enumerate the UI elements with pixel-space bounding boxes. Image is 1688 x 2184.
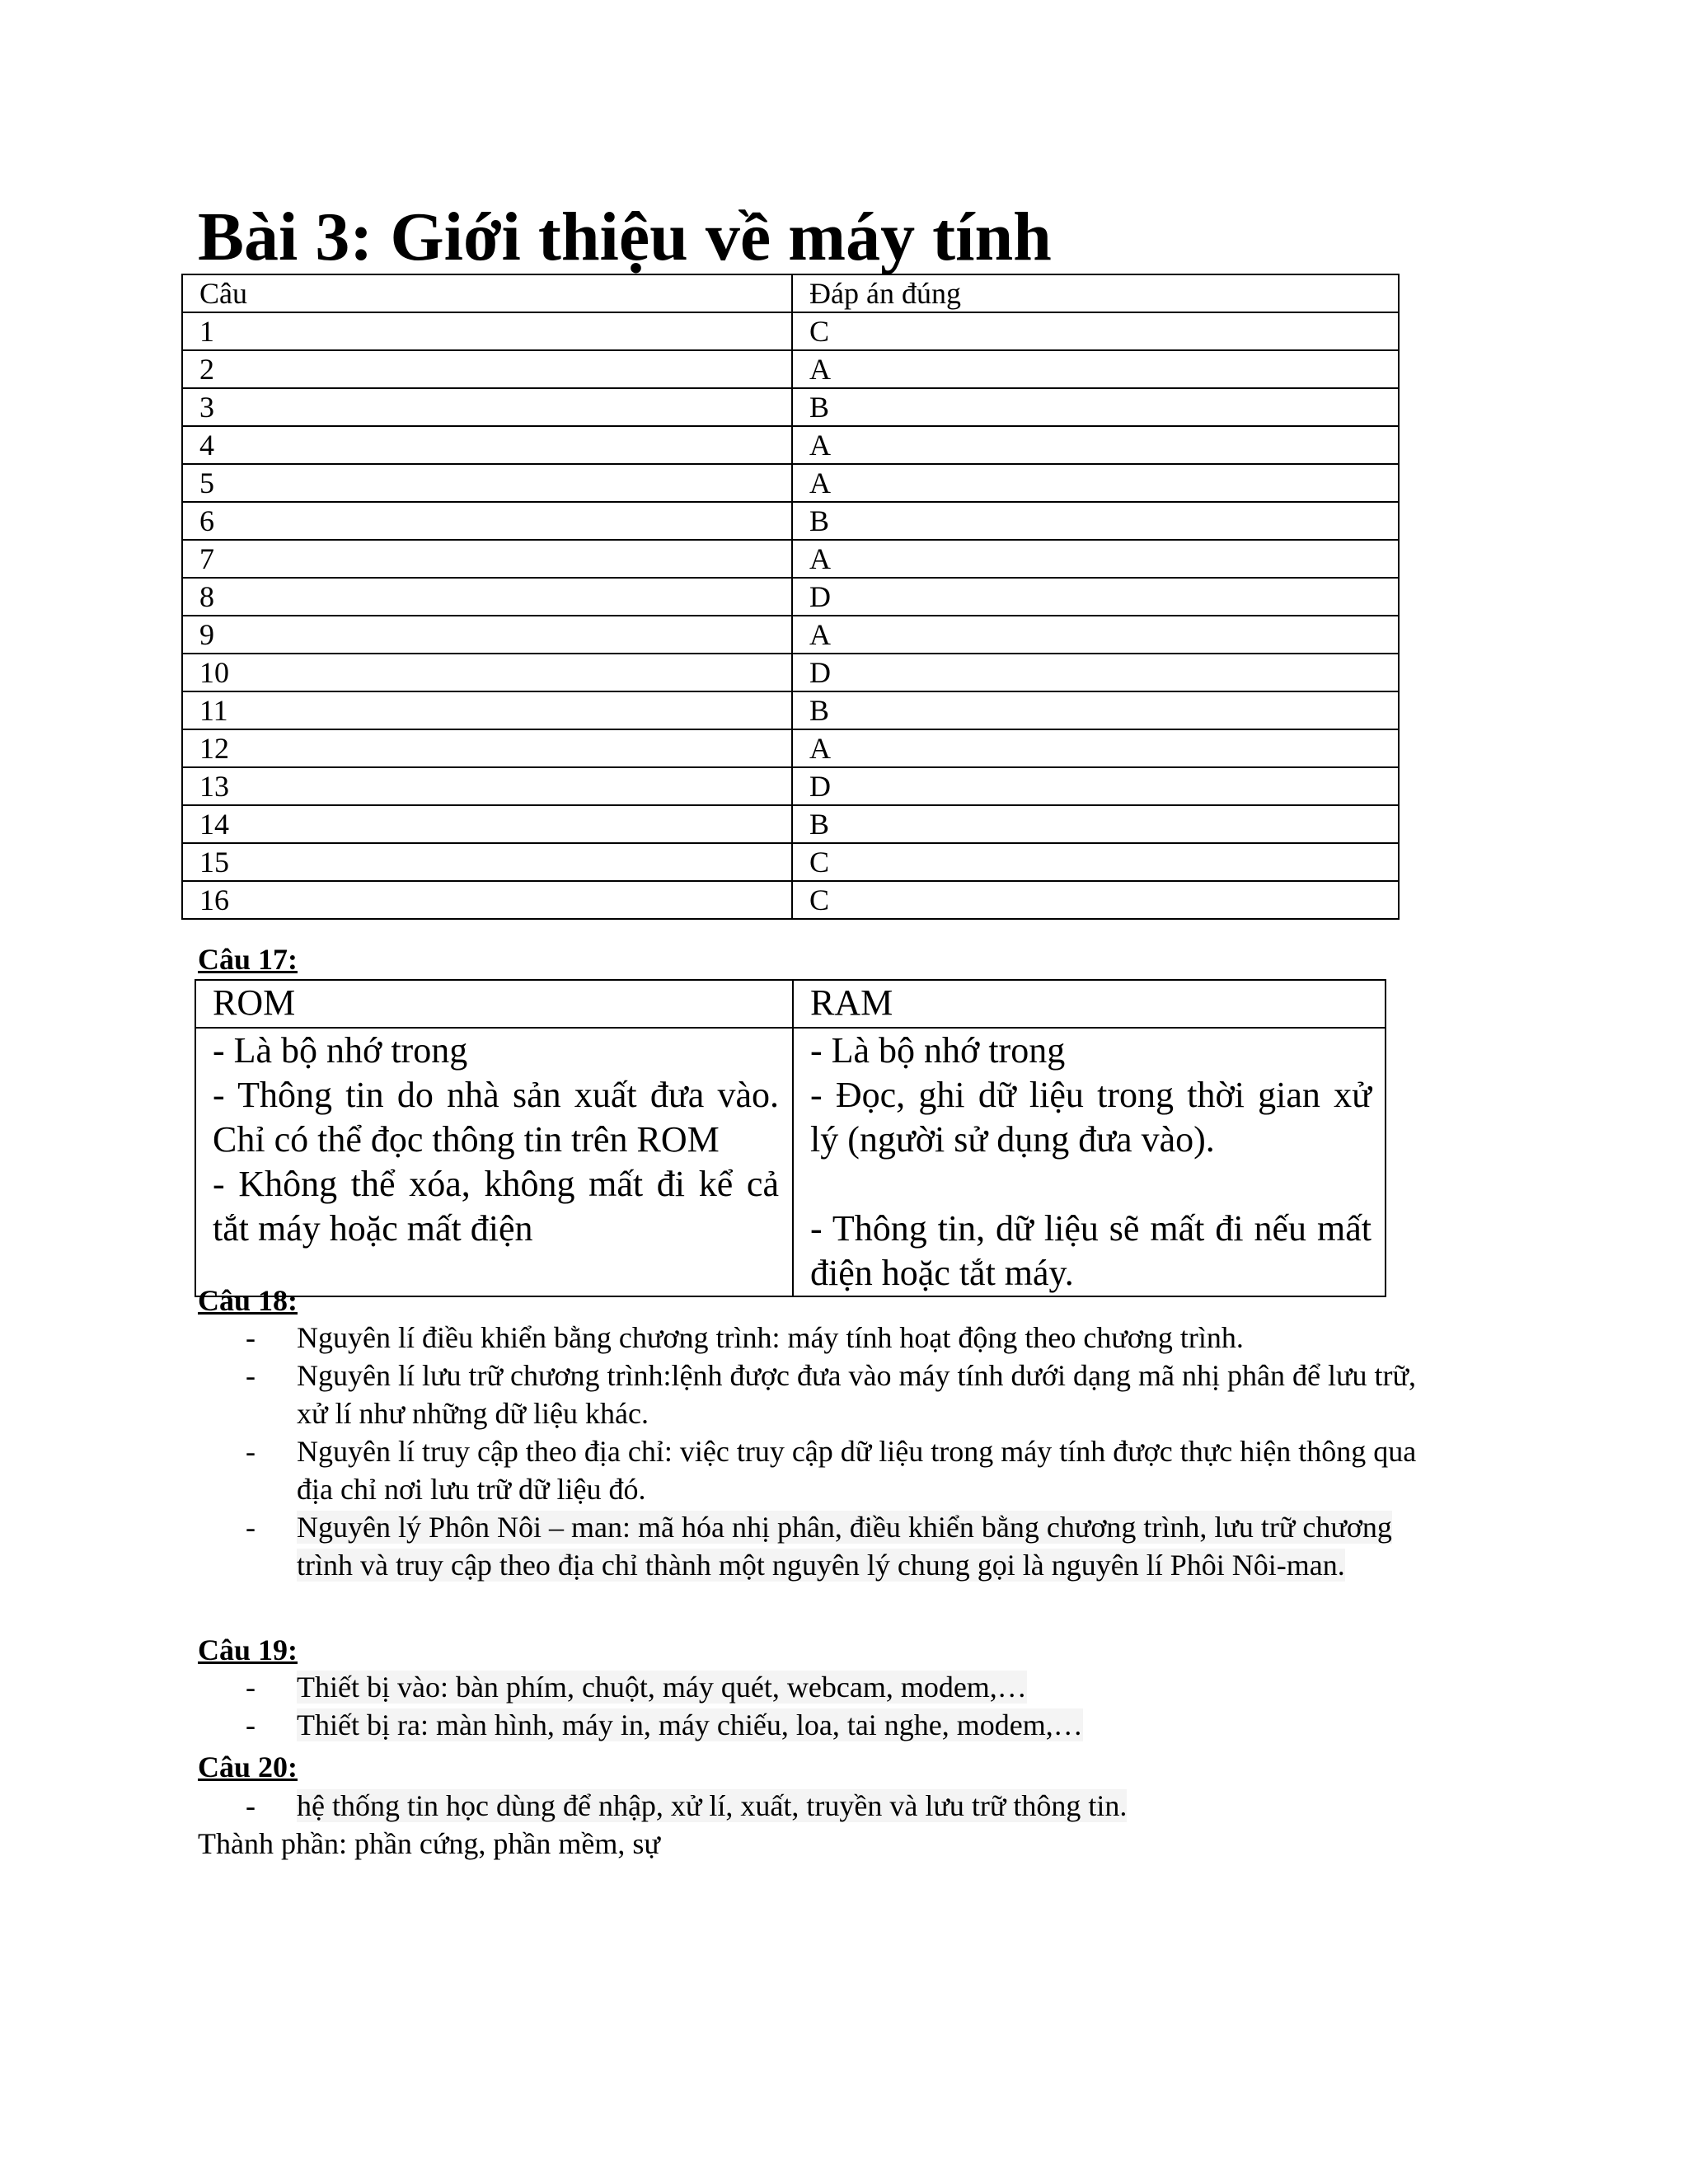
list-dash: - [246,1435,256,1468]
q19-label: Câu 19: [198,1633,298,1666]
ram-spacer [810,1162,1372,1207]
answer-cell: C [792,843,1399,881]
answer-cell: D [792,578,1399,616]
q20-label: Câu 20: [198,1750,298,1783]
list-item-text: Nguyên lí truy cập theo địa chỉ: việc truy cập dữ liệu trong máy tính được thực hiện thông qua địa chỉ nơi lưu trữ dữ liệu đó. [297,1435,1417,1506]
rom-ram-body-row [195,1028,1386,1296]
question-number-cell: 10 [182,654,792,691]
rom-line: - Không thể xóa, không mất đi kể cả tắt máy hoặc mất điện [213,1164,779,1249]
answer-cell: A [792,350,1399,388]
list-item [0,1706,1451,1744]
question-number-cell: 7 [182,540,792,578]
table-row [182,464,1399,502]
q18-label: Câu 18: [198,1284,298,1317]
answer-cell: A [792,729,1399,767]
table-row [182,805,1399,843]
table-row [182,729,1399,767]
answer-cell: C [792,312,1399,350]
table-header-row [182,274,1399,312]
q20-list [0,1787,1451,1825]
list-item [0,1357,1451,1432]
q19-list [0,1668,1451,1744]
rom-header: ROM [195,980,793,1028]
answer-cell: A [792,616,1399,654]
table-row [182,578,1399,616]
answer-cell: B [792,502,1399,540]
list-dash: - [246,1671,256,1704]
question-number-cell: 2 [182,350,792,388]
answer-cell: B [792,805,1399,843]
question-number-cell: 1 [182,312,792,350]
answer-cell: D [792,767,1399,805]
rom-cell [195,1028,793,1296]
header-cell-question: Câu [182,274,792,312]
ram-header: RAM [793,980,1386,1028]
table-row [182,388,1399,426]
question-number-cell: 9 [182,616,792,654]
answer-table [181,274,1400,920]
answer-cell: A [792,464,1399,502]
question-number-cell: 6 [182,502,792,540]
question-number-cell: 4 [182,426,792,464]
q18-list [0,1319,1451,1584]
table-row [182,767,1399,805]
list-item [0,1432,1451,1508]
list-item [0,1508,1451,1584]
ram-line: - Thông tin, dữ liệu sẽ mất đi nếu mất điện hoặc tắt máy. [810,1208,1372,1293]
list-item-text: Thiết bị vào: bàn phím, chuột, máy quét, webcam, modem,… [297,1671,1027,1704]
answer-table-body [182,274,1399,919]
rom-line: - Là bộ nhớ trong [213,1030,468,1071]
answer-cell: A [792,426,1399,464]
list-dash: - [246,1321,256,1354]
ram-line: - Đọc, ghi dữ liệu trong thời gian xử lý (người sử dụng đưa vào). [810,1075,1372,1160]
q17-label: Câu 17: [198,943,298,976]
list-item [0,1787,1451,1825]
answer-cell: B [792,691,1399,729]
rom-line: - Thông tin do nhà sản xuất đưa vào. Chỉ có thể đọc thông tin trên ROM [213,1075,779,1160]
table-row [182,540,1399,578]
answer-cell: A [792,540,1399,578]
header-cell-answer: Đáp án đúng [792,274,1399,312]
ram-cell [793,1028,1386,1296]
answer-cell: C [792,881,1399,919]
list-dash: - [246,1708,256,1741]
table-row [182,312,1399,350]
question-number-cell: 8 [182,578,792,616]
ram-line: - Là bộ nhớ trong [810,1030,1066,1071]
question-number-cell: 5 [182,464,792,502]
rom-ram-header-row [195,980,1386,1028]
q20-components: Thành phần: phần cứng, phần mềm, sự [198,1827,660,1860]
question-number-cell: 3 [182,388,792,426]
list-item [0,1668,1451,1706]
list-item-text: hệ thống tin học dùng để nhập, xử lí, xuất, truyền và lưu trữ thông tin. [297,1789,1128,1822]
page-title: Bài 3: Giới thiệu về máy tính [198,199,1052,275]
list-item [0,1319,1451,1357]
question-number-cell: 11 [182,691,792,729]
list-item-text: Thiết bị ra: màn hình, máy in, máy chiếu, loa, tai nghe, modem,… [297,1708,1083,1741]
answer-cell: D [792,654,1399,691]
question-number-cell: 13 [182,767,792,805]
list-dash: - [246,1511,256,1544]
list-item-text: Nguyên lý Phôn Nôi – man: mã hóa nhị phân, điều khiển bằng chương trình, lưu trữ chương trình và truy cập theo địa chỉ thành một nguyên lý chung gọi là nguyên lí Phôi Nôi-man. [297,1511,1392,1582]
table-row [182,654,1399,691]
list-item-text: Nguyên lí lưu trữ chương trình:lệnh được đưa vào máy tính dưới dạng mã nhị phân để lưu trữ, xử lí như những dữ liệu khác. [297,1359,1416,1430]
rom-ram-table [195,979,1386,1297]
table-row [182,502,1399,540]
list-dash: - [246,1359,256,1392]
table-row [182,843,1399,881]
table-row [182,426,1399,464]
table-row [182,691,1399,729]
list-item-text: Nguyên lí điều khiển bằng chương trình: máy tính hoạt động theo chương trình. [297,1321,1244,1354]
table-row [182,350,1399,388]
table-row [182,616,1399,654]
question-number-cell: 16 [182,881,792,919]
list-dash: - [246,1789,256,1822]
question-number-cell: 14 [182,805,792,843]
table-row [182,881,1399,919]
question-number-cell: 15 [182,843,792,881]
answer-cell: B [792,388,1399,426]
question-number-cell: 12 [182,729,792,767]
